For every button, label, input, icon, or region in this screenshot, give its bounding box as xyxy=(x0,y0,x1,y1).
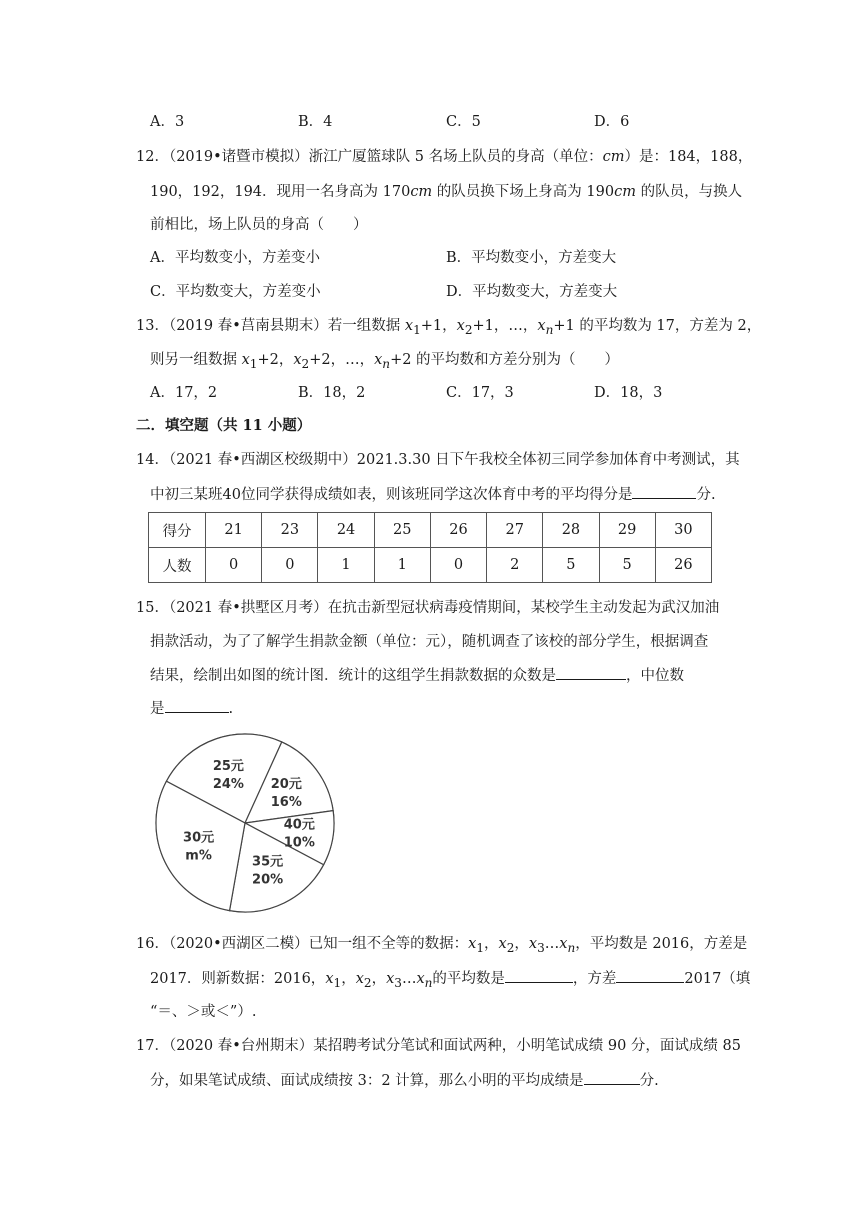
q14-answer-blank[interactable] xyxy=(632,484,696,499)
table-row xyxy=(149,548,712,583)
q12-line-2: 190，192，194．现用一名身高为 170cm 的队员换下场上身高为 190cm 的队员，与换人 xyxy=(150,184,743,200)
score-table xyxy=(148,512,712,583)
table-cell: 0 xyxy=(262,548,318,583)
q15-median-blank[interactable] xyxy=(165,698,229,713)
q16-line-2: 2017．则新数据：2016，$x_1$，$x_2$，$x_3\dots x_n$的平均数是 ，方差 2017（填 xyxy=(150,968,750,993)
q17-line-2: 分，如果笔试成绩、面试成绩按 3：2 计算，那么小明的平均成绩是 分. xyxy=(150,1070,659,1091)
table-cell: 27 xyxy=(487,513,543,548)
table-cell: 23 xyxy=(262,513,318,548)
q13-option-b: B．18，2 xyxy=(298,385,366,401)
q16-line-1: 16．（2020•西湖区二模）已知一组不全等的数据：$x_1$，$x_2$，$x_3\dots x_n$，平均数是 2016，方差是 xyxy=(136,936,748,955)
table-row xyxy=(149,513,712,548)
q14-line-1: 14．（2021 春•西湖区校级期中）2021.3.30 日下午我校全体初三同学参加体育中考测试，其 xyxy=(136,452,740,468)
pie-label: 25元 xyxy=(212,759,244,775)
table-cell: 26 xyxy=(655,548,711,583)
pie-percent-label: 10% xyxy=(283,835,315,851)
q11-option-b: B．4 xyxy=(298,114,333,130)
table-cell: 30 xyxy=(655,513,711,548)
table-cell: 26 xyxy=(430,513,486,548)
q12-line-3: 前相比，场上队员的身高（ ） xyxy=(150,217,368,233)
table-cell: 1 xyxy=(318,548,374,583)
q12-option-a: A．平均数变小，方差变小 xyxy=(150,250,320,266)
q11-option-c: C．5 xyxy=(446,114,481,130)
table-cell: 1 xyxy=(374,548,430,583)
table-cell: 2 xyxy=(487,548,543,583)
table-cell: 24 xyxy=(318,513,374,548)
q16-line-3: “＝、＞或＜”）. xyxy=(150,1004,257,1020)
table-cell: 0 xyxy=(206,548,262,583)
donation-pie-chart xyxy=(150,728,350,918)
q12-option-d: D．平均数变大，方差变大 xyxy=(446,284,618,300)
q15-line-3: 结果，绘制出如图的统计图．统计的这组学生捐款数据的众数是 ，中位数 xyxy=(150,665,684,686)
table-header-score: 得分 xyxy=(149,513,206,548)
q16-mean-blank[interactable] xyxy=(505,968,573,983)
pie-percent-label: 24% xyxy=(212,777,244,793)
q11-option-d: D．6 xyxy=(594,114,630,130)
pie-percent-label: m% xyxy=(185,848,212,864)
q15-line-1: 15．（2021 春•拱墅区月考）在抗击新型冠状病毒疫情期间，某校学生主动发起为武汉加油 xyxy=(136,600,720,616)
q13-option-d: D．18，3 xyxy=(594,385,663,401)
section-2-heading: 二．填空题（共 11 小题） xyxy=(136,417,312,434)
q16-variance-blank[interactable] xyxy=(616,968,684,983)
q12-option-b: B．平均数变小，方差变大 xyxy=(446,250,617,266)
pie-percent-label: 16% xyxy=(270,795,302,811)
table-cell: 5 xyxy=(599,548,655,583)
q13-line-2: 则另一组数据 $x_1+2$，$x_2+2$，…，$x_n+2$ 的平均数和方差分别为（ ） xyxy=(150,352,620,371)
q12-line-1: 12．（2019•诸暨市模拟）浙江广厦篮球队 5 名场上队员的身高（单位：cm）是：184，188， xyxy=(136,149,753,165)
q15-line-2: 捐款活动，为了了解学生捐款金额（单位：元），随机调查了该校的部分学生，根据调查 xyxy=(150,634,709,650)
q17-answer-blank[interactable] xyxy=(584,1070,640,1085)
q15-line-4: 是 . xyxy=(150,698,233,719)
q13-line-1: 13．（2019 春•莒南县期末）若一组数据 $x_1+1$，$x_2+1$，…，$x_n+1$ 的平均数为 17，方差为 2， xyxy=(136,318,762,337)
pie-label: 35元 xyxy=(252,854,284,870)
table-header-count: 人数 xyxy=(149,548,206,583)
q17-line-1: 17．（2020 春•台州期末）某招聘考试分笔试和面试两种，小明笔试成绩 90 分，面试成绩 85 xyxy=(136,1038,741,1054)
q11-option-a: A．3 xyxy=(150,114,185,130)
table-cell: 5 xyxy=(543,548,599,583)
q14-line-2: 中初三某班40位同学获得成绩如表，则该班同学这次体育中考的平均得分是 分. xyxy=(150,484,716,505)
q15-mode-blank[interactable] xyxy=(556,665,626,680)
pie-label: 20元 xyxy=(270,777,302,793)
pie-percent-label: 20% xyxy=(252,872,284,888)
table-cell: 21 xyxy=(206,513,262,548)
q13-option-c: C．17，3 xyxy=(446,385,514,401)
table-cell: 28 xyxy=(543,513,599,548)
pie-label: 30元 xyxy=(183,830,215,846)
q13-option-a: A．17，2 xyxy=(150,385,218,401)
table-cell: 29 xyxy=(599,513,655,548)
pie-label: 40元 xyxy=(283,817,315,833)
q12-option-c: C．平均数变大，方差变小 xyxy=(150,284,321,300)
table-cell: 25 xyxy=(374,513,430,548)
table-cell: 0 xyxy=(430,548,486,583)
